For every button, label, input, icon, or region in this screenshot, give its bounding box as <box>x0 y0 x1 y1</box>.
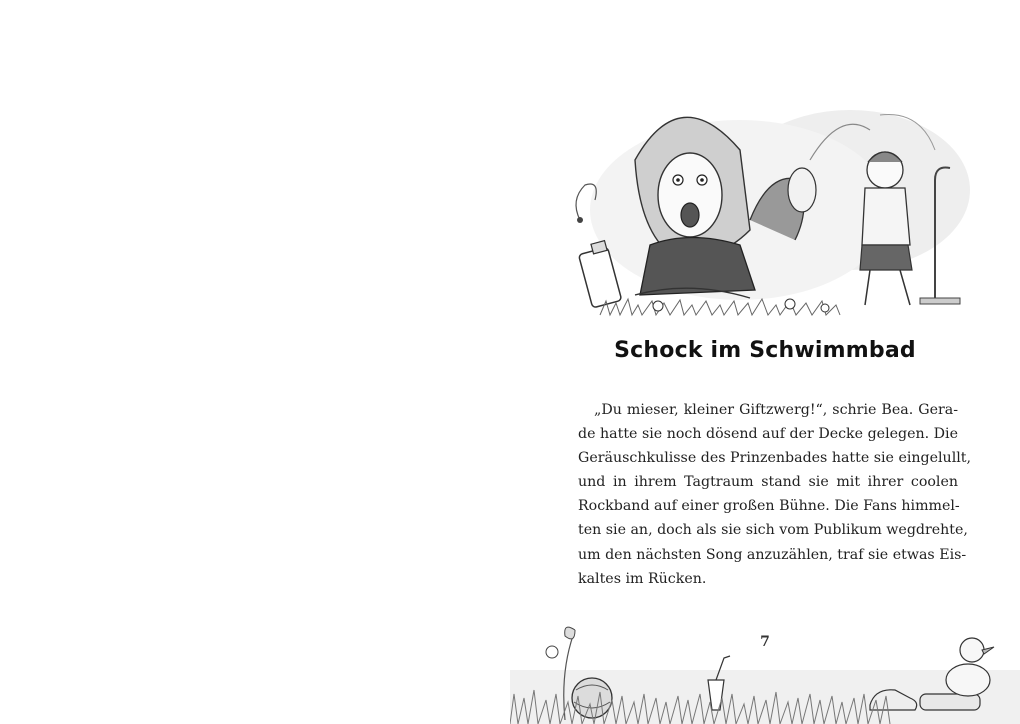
body-line: ten sie an, doch als sie sich vom Publikum wegdrehte, <box>578 522 968 539</box>
body-line: Rockband auf einer großen Bühne. Die Fans himmel- <box>578 498 960 515</box>
right-page <box>510 0 1020 724</box>
chapter-title: Schock im Schwimmbad <box>614 338 916 363</box>
body-line: kaltes im Rücken. <box>578 570 707 587</box>
body-line: de hatte sie noch dösend auf der Decke gelegen. Die <box>578 426 958 443</box>
grass-border-illustration <box>510 610 1020 724</box>
girl-splashed-by-boy-illustration <box>540 70 970 330</box>
body-paragraph <box>578 398 971 591</box>
body-line: um den nächsten Song anzuzählen, traf sie etwas Eis- <box>578 546 967 563</box>
page-number: 7 <box>760 634 770 650</box>
body-line: „Du mieser, kleiner Giftzwerg!“, schrie Bea. Gera- <box>594 402 958 418</box>
body-line: und in ihrem Tagtraum stand sie mit ihrer coolen <box>578 474 958 491</box>
body-line: Geräuschkulisse des Prinzenbades hatte sie eingelullt, <box>578 450 971 467</box>
